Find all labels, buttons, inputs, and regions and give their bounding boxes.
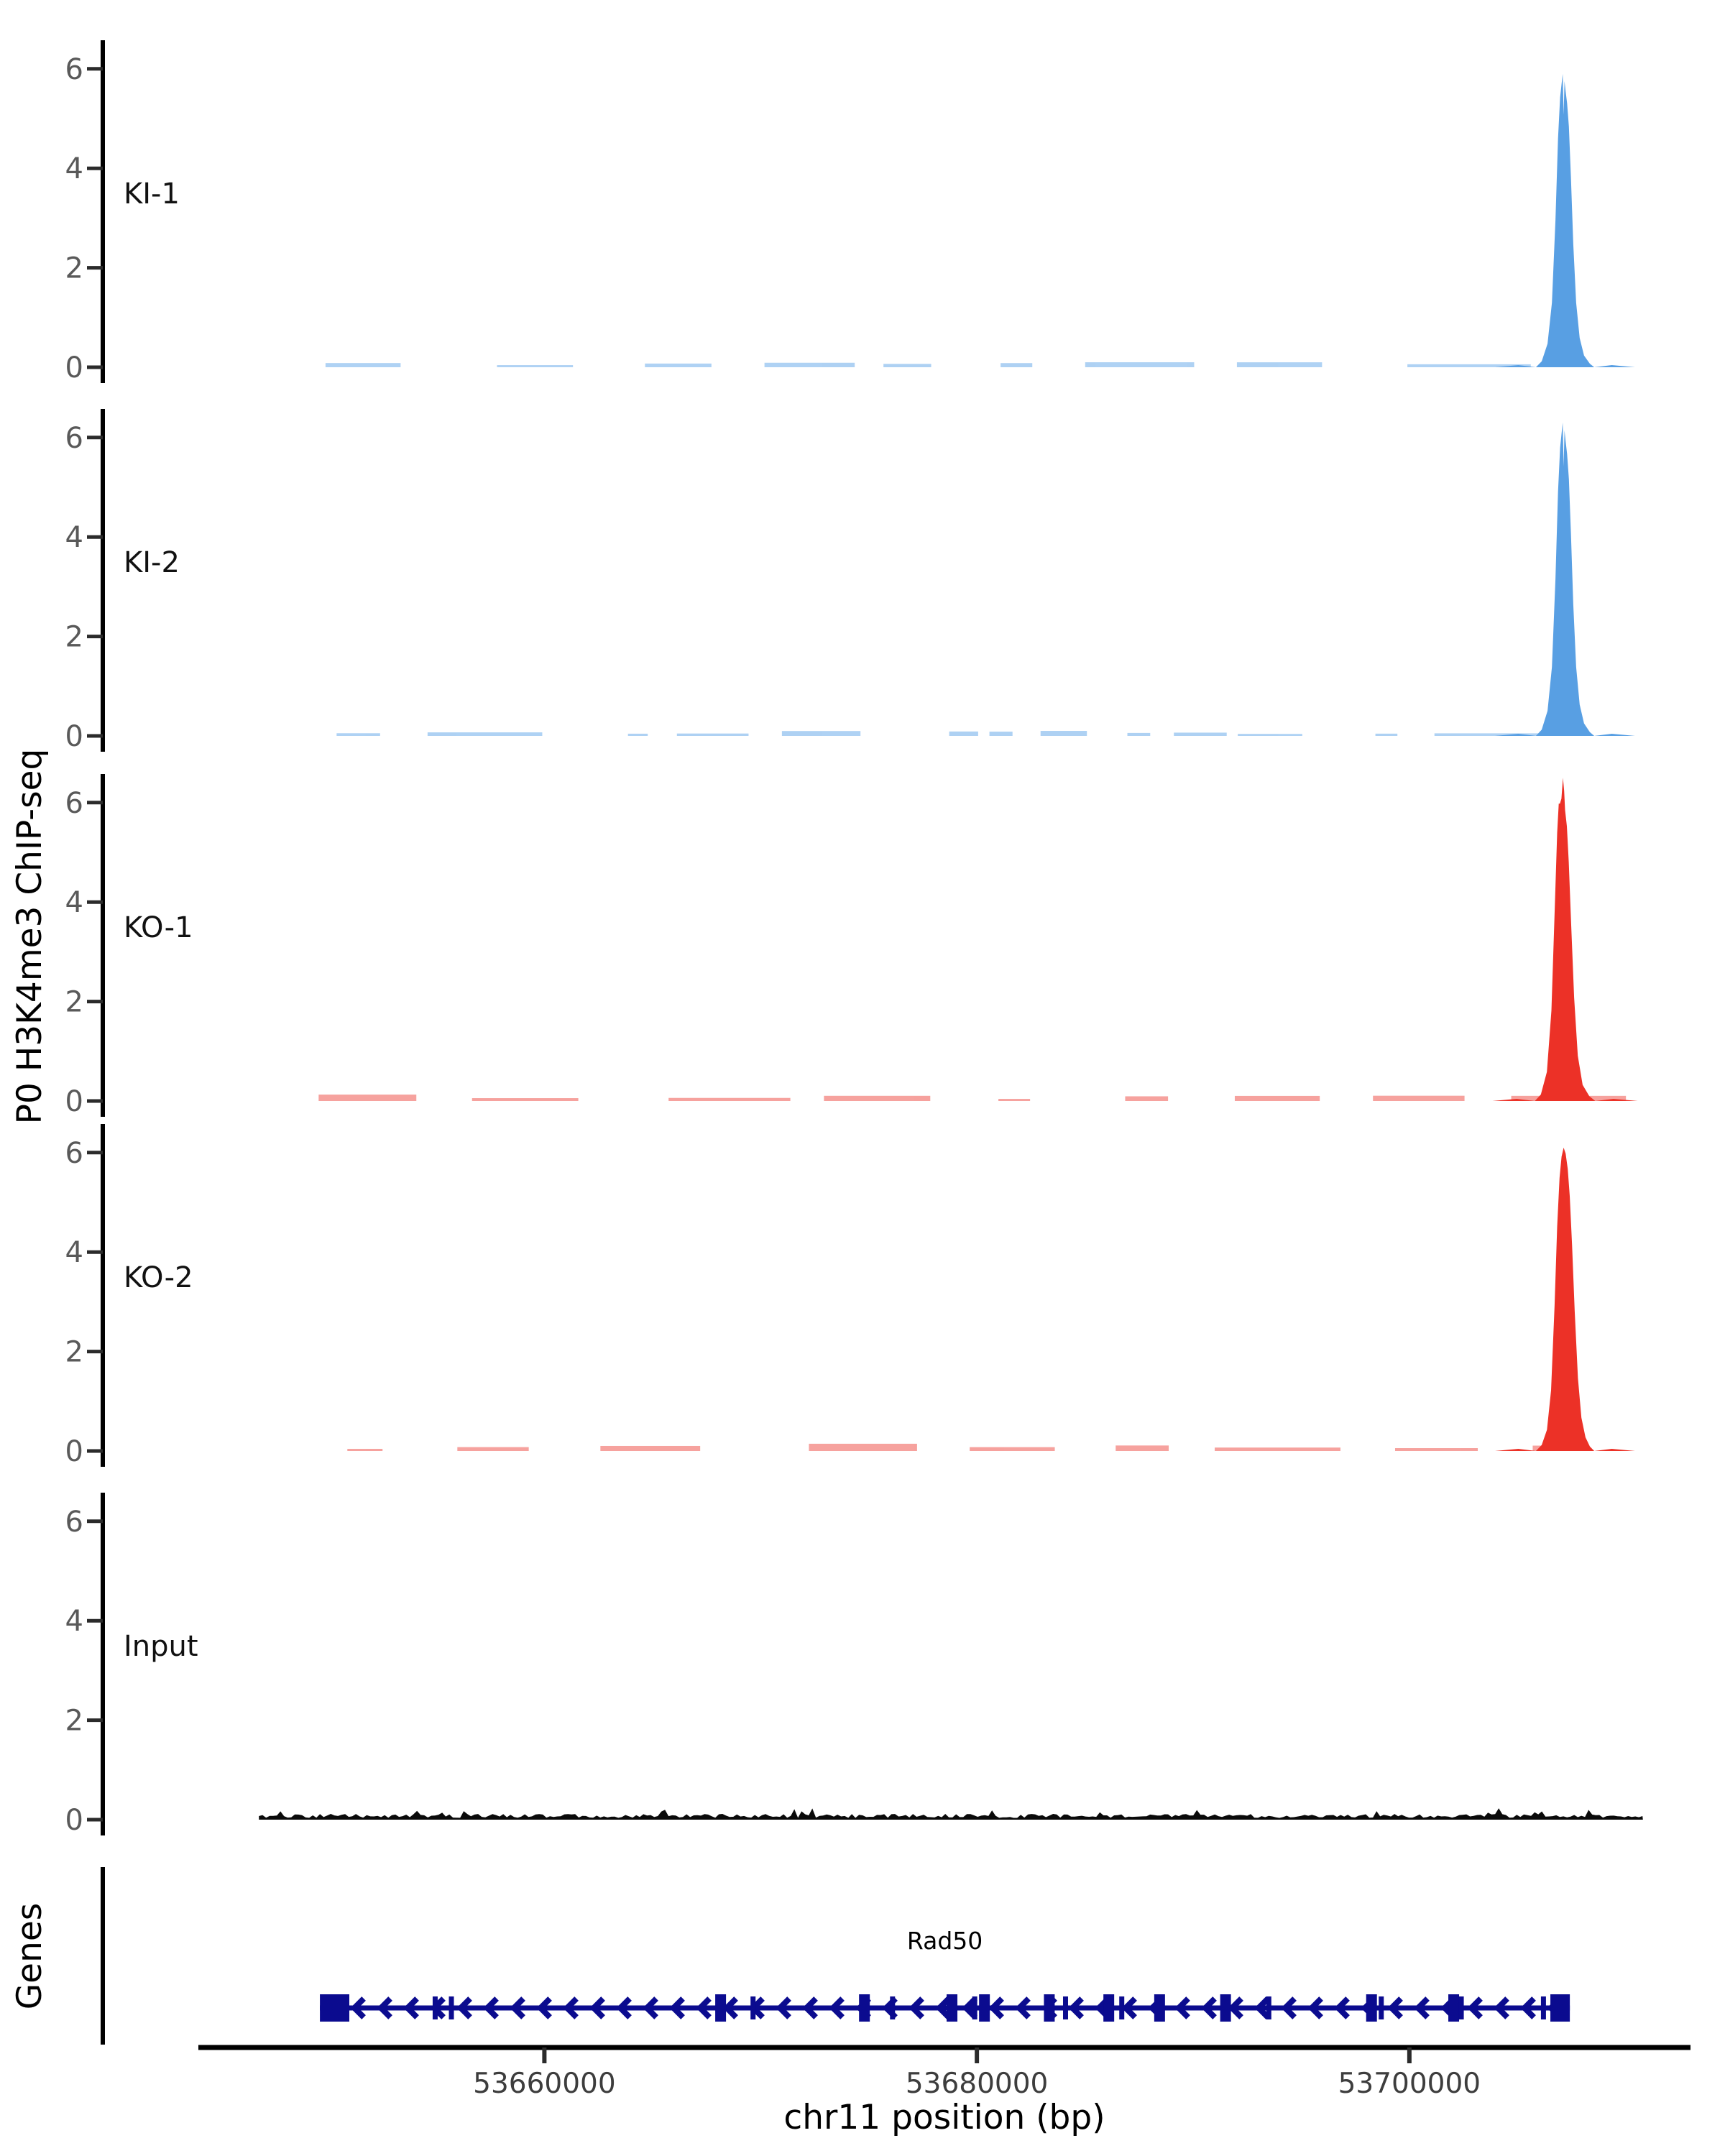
noise-blob xyxy=(990,732,1013,736)
gene-exon xyxy=(433,1996,438,2019)
x-tick-label-53700000: 53700000 xyxy=(1338,2068,1481,2100)
noise-blob xyxy=(1395,1448,1478,1451)
y-tick-label-KI-2-4: 4 xyxy=(65,521,83,555)
noise-blob xyxy=(809,1444,916,1451)
track-panel-KI-1 xyxy=(65,40,1635,384)
noise-KO-2 xyxy=(347,1444,1586,1451)
y-tick-label-Input-4: 4 xyxy=(65,1605,83,1639)
x-tick-label-53660000: 53660000 xyxy=(473,2068,616,2100)
peak-KI-2 xyxy=(1495,423,1635,736)
y-tick-label-KO-2-4: 4 xyxy=(65,1236,83,1270)
gene-model-Rad50 xyxy=(320,1927,1570,2022)
gene-exon xyxy=(750,1996,755,2019)
y-tick-label-KO-2-6: 6 xyxy=(65,1136,83,1170)
x-tick-label-53680000: 53680000 xyxy=(905,2068,1049,2100)
genes-panel-title: Genes xyxy=(10,1902,50,2010)
noise-blob xyxy=(318,1095,416,1101)
track-panel-KI-2 xyxy=(65,409,1635,753)
noise-blob xyxy=(1215,1447,1340,1451)
gene-exon xyxy=(947,1994,957,2022)
noise-blob xyxy=(677,734,749,736)
noise-blob xyxy=(326,363,400,367)
gene-exon xyxy=(715,1994,726,2022)
y-tick-label-Input-0: 0 xyxy=(65,1804,83,1837)
noise-blob xyxy=(497,365,573,367)
noise-blob xyxy=(970,1447,1054,1451)
gene-exon xyxy=(449,1996,454,2019)
gene-name-label: Rad50 xyxy=(906,1927,983,1955)
x-axis-title: chr11 position (bp) xyxy=(783,2098,1105,2137)
y-tick-label-KI-2-2: 2 xyxy=(65,620,83,654)
gene-exon xyxy=(1119,1996,1124,2019)
gene-exon xyxy=(1103,1994,1114,2022)
noise-blob xyxy=(645,364,712,367)
track-panel-Input xyxy=(65,1493,1643,1837)
x-axis xyxy=(198,2047,1690,2137)
gene-exon xyxy=(890,1996,895,2019)
gene-exon xyxy=(1366,1994,1377,2022)
gene-exon xyxy=(1379,1996,1384,2019)
noise-blob xyxy=(1116,1445,1169,1451)
noise-Input xyxy=(259,1808,1643,1820)
genes-panel xyxy=(10,1867,1570,2045)
gene-exon xyxy=(1220,1994,1231,2022)
y-tick-label-KI-1-4: 4 xyxy=(65,152,83,186)
track-label-KO-1: KO-1 xyxy=(124,911,193,944)
noise-blob xyxy=(824,1096,930,1101)
noise-blob xyxy=(883,364,931,367)
y-tick-label-KO-2-0: 0 xyxy=(65,1435,83,1468)
noise-blob xyxy=(1125,1096,1168,1101)
noise-blob xyxy=(998,1099,1030,1101)
gene-utr-box xyxy=(1550,1994,1570,2022)
gene-exon xyxy=(1044,1994,1054,2022)
gene-utr-box xyxy=(320,1994,349,2022)
y-tick-label-Input-2: 2 xyxy=(65,1704,83,1738)
y-tick-label-KI-2-6: 6 xyxy=(65,421,83,455)
track-label-KI-2: KI-2 xyxy=(124,546,180,579)
noise-blob xyxy=(1235,1096,1320,1101)
track-panel-KO-2 xyxy=(65,1124,1635,1468)
noise-blob xyxy=(949,732,978,736)
gene-exon xyxy=(1541,1996,1546,2019)
y-tick-label-Input-6: 6 xyxy=(65,1505,83,1539)
noise-blob xyxy=(472,1098,579,1101)
y-tick-label-KI-1-6: 6 xyxy=(65,52,83,86)
noise-KO-1 xyxy=(318,1095,1626,1101)
noise-blob xyxy=(668,1098,790,1101)
track-label-KO-2: KO-2 xyxy=(124,1261,193,1294)
noise-blob xyxy=(457,1447,528,1451)
gene-exon xyxy=(979,1994,990,2022)
noise-blob xyxy=(347,1449,382,1451)
y-tick-label-KI-2-0: 0 xyxy=(65,720,83,753)
gene-exon xyxy=(859,1994,870,2022)
noise-blob xyxy=(628,734,648,736)
gene-exon xyxy=(1063,1996,1068,2019)
peak-KO-1 xyxy=(1492,778,1637,1101)
noise-blob xyxy=(1238,734,1302,736)
gene-exon xyxy=(1459,1996,1464,2019)
gene-exon xyxy=(1154,1994,1165,2022)
gene-exon xyxy=(972,1996,978,2019)
noise-blob xyxy=(1237,362,1322,367)
track-label-Input: Input xyxy=(124,1630,198,1663)
peak-KI-1 xyxy=(1495,74,1635,367)
y-tick-label-KO-1-6: 6 xyxy=(65,786,83,820)
noise-blob xyxy=(1128,733,1151,736)
noise-blob xyxy=(765,363,855,367)
track-label-KI-1: KI-1 xyxy=(124,178,180,211)
peak-KO-2 xyxy=(1495,1148,1635,1451)
y-axis-title: P0 H3K4me3 ChIP-seq xyxy=(10,748,50,1125)
noise-blob xyxy=(336,733,380,736)
y-tick-label-KI-1-2: 2 xyxy=(65,252,83,285)
track-panel-KO-1 xyxy=(65,774,1638,1118)
y-tick-label-KO-1-4: 4 xyxy=(65,886,83,920)
noise-blob xyxy=(782,731,860,736)
noise-blob xyxy=(428,732,543,736)
noise-KI-2 xyxy=(336,731,1541,736)
noise-blob xyxy=(600,1446,700,1451)
noise-blob xyxy=(1174,732,1227,736)
y-tick-label-KO-2-2: 2 xyxy=(65,1335,83,1369)
y-tick-label-KO-1-0: 0 xyxy=(65,1085,83,1118)
noise-blob xyxy=(1041,731,1087,736)
noise-blob xyxy=(1000,363,1032,367)
noise-KI-1 xyxy=(326,362,1531,367)
y-tick-label-KI-1-0: 0 xyxy=(65,351,83,384)
gene-exon xyxy=(1266,1996,1271,2019)
noise-blob xyxy=(1376,734,1398,736)
noise-blob xyxy=(1085,362,1195,367)
noise-blob xyxy=(1373,1096,1464,1101)
y-tick-label-KO-1-2: 2 xyxy=(65,985,83,1019)
gene-exon xyxy=(1448,1994,1459,2022)
